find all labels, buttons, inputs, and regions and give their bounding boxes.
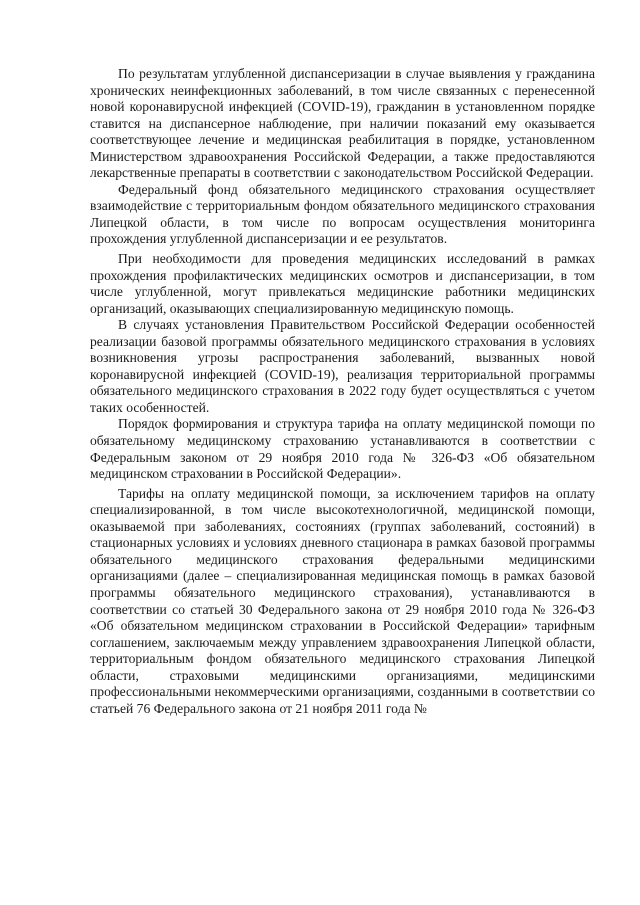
document-body [90,66,595,717]
paragraph-covid-specifics: В случаях установления Правительством Российской Федерации особенностей реализации базовой программы обязательного медицинского страхования в условиях возникновения угрозы распространения заболеваний, вызванных новой коронавирусной инфекцией (COVID-19), реализация территориальной программы обязательного медицинского страхования в 2022 году будет осуществляться с учетом таких особенностей. [90,317,595,415]
paragraph-specialists-involvement: При необходимости для проведения медицинских исследований в рамках прохождения профилактических медицинских осмотров и диспансеризации, в том числе углубленной, могут привлекаться медицинские работники медицинских организаций, оказывающих специализированную медицинскую помощь. [90,251,595,316]
paragraph-tariff-structure: Порядок формирования и структура тарифа на оплату медицинской помощи по обязательному медицинскому страхованию устанавливаются в соответствии с Федеральным законом от 29 ноября 2010 года № 326-ФЗ «Об обязательном медицинском страховании в Российской Федерации». [90,416,595,482]
paragraph-federal-fund-interaction: Федеральный фонд обязательного медицинского страхования осуществляет взаимодействие с территориальным фондом обязательного медицинского страхования Липецкой области, в том числе по вопросам осуществления мониторинга прохождения углубленной диспансеризации и ее результатов. [90,181,595,247]
paragraph-tariff-agreement: Тарифы на оплату медицинской помощи, за исключением тарифов на оплату специализированной, в том числе высокотехнологичной, медицинской помощи, оказываемой при заболеваниях, состояниях (группах заболеваний, состояний) в стационарных условиях и условиях дневного стационара в рамках базовой программы обязательного медицинского страхования федеральными медицинскими организациями (далее – специализированная медицинская помощь в рамках базовой программы обязательного медицинского страхования), устанавливаются в соответствии со статьей 30 Федерального закона от 29 ноября 2010 года № 326-ФЗ «Об обязательном медицинском страховании в Российской Федерации» тарифным соглашением, заключаемым между управлением здравоохранения Липецкой области, территориальным фондом обязательного медицинского страхования Липецкой области, страховыми медицинскими организациями, медицинскими профессиональными некоммерческими организациями, созданными в соответствии со статьей 76 Федерального закона от 21 ноября 2011 года № [90,485,595,716]
paragraph-dispensary-observation: По результатам углубленной диспансеризации в случае выявления у гражданина хронических неинфекционных заболеваний, в том числе связанных с перенесенной новой коронавирусной инфекцией (COVID-19), гражданин в установленном порядке ставится на диспансерное наблюдение, при наличии показаний ему оказывается соответствующее лечение и медицинская реабилитация в порядке, установленном Министерством здравоохранения Российской Федерации, а также предоставляются лекарственные препараты в соответствии с законодательством Российской Федерации. [90,66,595,181]
